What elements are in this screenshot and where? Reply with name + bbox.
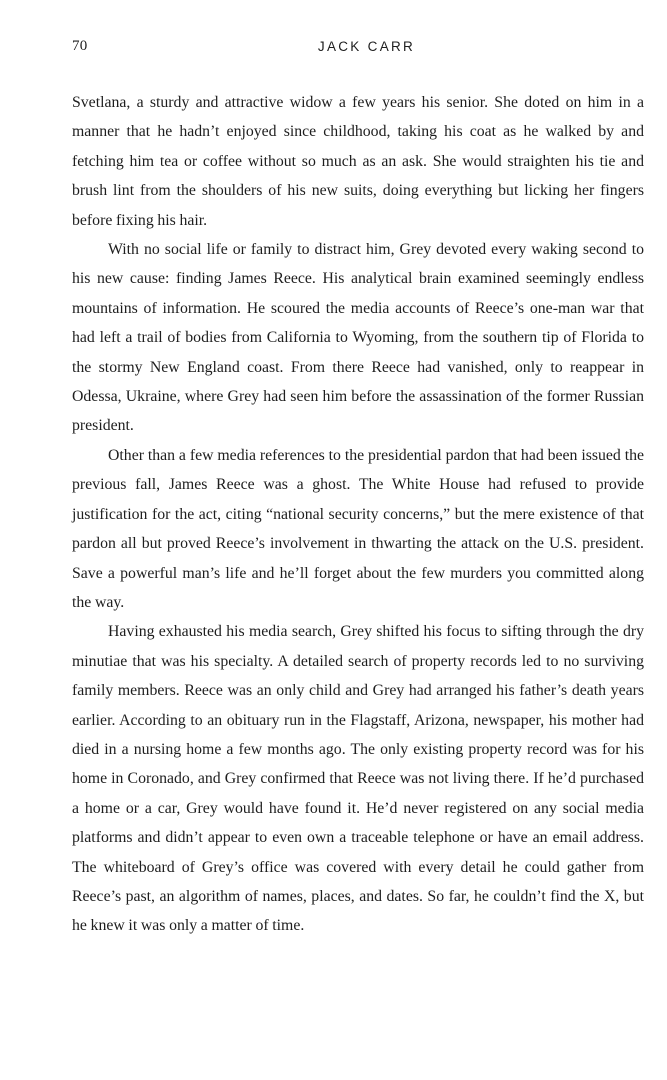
running-head-author: JACK CARR (317, 39, 416, 54)
body-text (72, 88, 644, 941)
paragraph: With no social life or family to distract him, Grey devoted every waking second to his new cause: finding James Reece. His analytical brain examined seemingly endless mountains of information. He scoured the media accounts of Reece’s one-man war that had left a trail of bodies from California to Wyoming, from the southern tip of Florida to the stormy New England coast. From there Reece had vanished, only to reappear in Odessa, Ukraine, where Grey had seen him before the assassination of the former Russian president. (72, 241, 644, 435)
paragraph-continued: Svetlana, a sturdy and attractive widow a few years his senior. She doted on him in a manner that he hadn’t enjoyed since childhood, taking his coat as he walked by and fetching him tea or coffee without so much as an ask. She would straighten his tie and brush lint from the shoulders of his new suits, doing everything but licking her fingers before fixing his hair. (72, 94, 644, 229)
paragraph: Having exhausted his media search, Grey shifted his focus to sifting through the dry minutiae that was his specialty. A detailed search of property records led to no surviving family members. Reece was an only child and Grey had arranged his father’s death years earlier. According to an obituary run in the Flagstaff, Arizona, newspaper, his mother had died in a nursing home a few months ago. The only existing property record was for his home in Coronado, and Grey confirmed that Reece was not living there. If he’d purchased a home or a car, Grey would have found it. He’d never registered on any social media platforms and didn’t appear to even own a traceable telephone or have an email address. The whiteboard of Grey’s office was covered with every detail he could gather from Reece’s past, an algorithm of names, places, and dates. So far, he couldn’t find the X, but he knew it was only a matter of time. (72, 623, 644, 935)
running-header (72, 38, 641, 60)
page-number: 70 (72, 38, 88, 54)
paragraph: Other than a few media references to the presidential pardon that had been issued the previous fall, James Reece was a ghost. The White House had refused to provide justification for the act, citing “national security concerns,” but the mere existence of that pardon all but proved Reece’s involvement in thwarting the attack on the U.S. president. Save a powerful man’s life and he’ll forget about the few murders you committed along the way. (72, 446, 644, 611)
